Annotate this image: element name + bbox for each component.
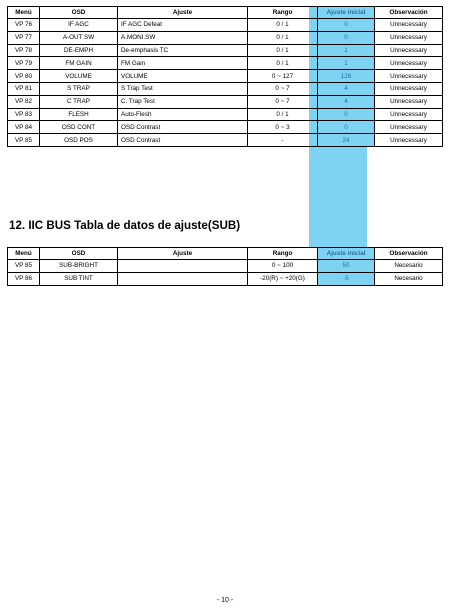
- adjustment-table-sub: [7, 247, 443, 286]
- table-cell: 0 / 1: [248, 19, 318, 32]
- table-cell: FM Gain: [118, 57, 248, 70]
- section-title: 12. IIC BUS Tabla de datos de ajuste(SUB): [9, 219, 241, 232]
- table-cell: [118, 272, 248, 285]
- table-cell: 0: [318, 121, 375, 134]
- table-cell: 0 ~ 127: [248, 70, 318, 83]
- table-cell: VP 83: [8, 108, 40, 121]
- table-cell: 0: [318, 19, 375, 32]
- table-cell: 1: [318, 44, 375, 57]
- table-cell: VP 84: [8, 121, 40, 134]
- table-cell: Unnecessary: [375, 70, 443, 83]
- table-cell: -5: [318, 272, 375, 285]
- table-row: [8, 134, 443, 147]
- table-cell: 4: [318, 95, 375, 108]
- table-cell: DE-EMPH: [40, 44, 118, 57]
- table-cell: Necesario: [375, 260, 443, 273]
- table-cell: VOLUME: [40, 70, 118, 83]
- table-row: [8, 108, 443, 121]
- table-cell: IF AGC: [40, 19, 118, 32]
- table-cell: -20(R) ~ +20(G): [248, 272, 318, 285]
- table-cell: VOLUME: [118, 70, 248, 83]
- table-cell: VP 86: [8, 272, 40, 285]
- table-row: [8, 57, 443, 70]
- table-cell: VP 85: [8, 260, 40, 273]
- table-cell: -: [248, 134, 318, 147]
- table-cell: IF AGC Defeat: [118, 19, 248, 32]
- page-number: - 10 -: [216, 597, 234, 604]
- table-cell: VP 78: [8, 44, 40, 57]
- table-cell: Auto-Flesh: [118, 108, 248, 121]
- table-cell: Unnecessary: [375, 19, 443, 32]
- table-row: [8, 272, 443, 285]
- column-header: Rango: [248, 7, 318, 19]
- table-cell: FLESH: [40, 108, 118, 121]
- table-row: [8, 31, 443, 44]
- table-cell: 0: [318, 31, 375, 44]
- column-header: Ajuste: [118, 248, 248, 260]
- table-cell: 0 ~ 100: [248, 260, 318, 273]
- table-cell: Unnecessary: [375, 31, 443, 44]
- table-cell: VP 79: [8, 57, 40, 70]
- table-row: [8, 82, 443, 95]
- table-row: [8, 95, 443, 108]
- table-cell: SUB-BRIGHT: [40, 260, 118, 273]
- table-cell: VP 77: [8, 31, 40, 44]
- table-cell: OSD CONT: [40, 121, 118, 134]
- column-header: Menú: [8, 248, 40, 260]
- table-cell: 126: [318, 70, 375, 83]
- column-header: Rango: [248, 248, 318, 260]
- column-header: Ajuste inicial: [318, 248, 375, 260]
- table-cell: VP 76: [8, 19, 40, 32]
- column-header: OSD: [40, 248, 118, 260]
- table-cell: 0 ~ 3: [248, 121, 318, 134]
- column-header: Observación: [375, 7, 443, 19]
- table-cell: Unnecessary: [375, 82, 443, 95]
- table-cell: Unnecessary: [375, 134, 443, 147]
- table-cell: S TRAP: [40, 82, 118, 95]
- table-row: [8, 260, 443, 273]
- table-cell: VP 80: [8, 70, 40, 83]
- table-cell: 4: [318, 82, 375, 95]
- table-cell: De-emphasis TC: [118, 44, 248, 57]
- table-cell: 0 / 1: [248, 108, 318, 121]
- table-cell: Necesario: [375, 272, 443, 285]
- table-cell: 1: [318, 57, 375, 70]
- table-cell: Unnecessary: [375, 121, 443, 134]
- table-cell: FM GAIN: [40, 57, 118, 70]
- table-cell: A.MONI.SW: [118, 31, 248, 44]
- table-cell: 0 ~ 7: [248, 82, 318, 95]
- table-cell: 0 / 1: [248, 44, 318, 57]
- table-cell: Unnecessary: [375, 95, 443, 108]
- table-cell: 0 / 1: [248, 31, 318, 44]
- table-cell: S Trap Test: [118, 82, 248, 95]
- column-header: OSD: [40, 7, 118, 19]
- table-row: [8, 121, 443, 134]
- table-cell: 50: [318, 260, 375, 273]
- table-cell: 24: [318, 134, 375, 147]
- table-cell: C TRAP: [40, 95, 118, 108]
- table-cell: Unnecessary: [375, 108, 443, 121]
- table-cell: VP 81: [8, 82, 40, 95]
- table-cell: 0 ~ 7: [248, 95, 318, 108]
- table-cell: Unnecessary: [375, 44, 443, 57]
- column-header: Observación: [375, 248, 443, 260]
- table-cell: 0 / 1: [248, 57, 318, 70]
- column-header: Menú: [8, 7, 40, 19]
- table-cell: C. Trap Test: [118, 95, 248, 108]
- column-header: Ajuste: [118, 7, 248, 19]
- table-cell: OSD Contrast: [118, 121, 248, 134]
- table-cell: OSD POS: [40, 134, 118, 147]
- table-cell: A-OUT SW: [40, 31, 118, 44]
- table-cell: [118, 260, 248, 273]
- table-cell: SUB TINT: [40, 272, 118, 285]
- table-cell: VP 85: [8, 134, 40, 147]
- table-cell: Unnecessary: [375, 57, 443, 70]
- table-cell: 0: [318, 108, 375, 121]
- table-cell: OSD Contrast: [118, 134, 248, 147]
- table-row: [8, 44, 443, 57]
- table-row: [8, 70, 443, 83]
- adjustment-table-main: [7, 6, 443, 147]
- table-row: [8, 19, 443, 32]
- column-header: Ajuste inicial: [318, 7, 375, 19]
- table-cell: VP 82: [8, 95, 40, 108]
